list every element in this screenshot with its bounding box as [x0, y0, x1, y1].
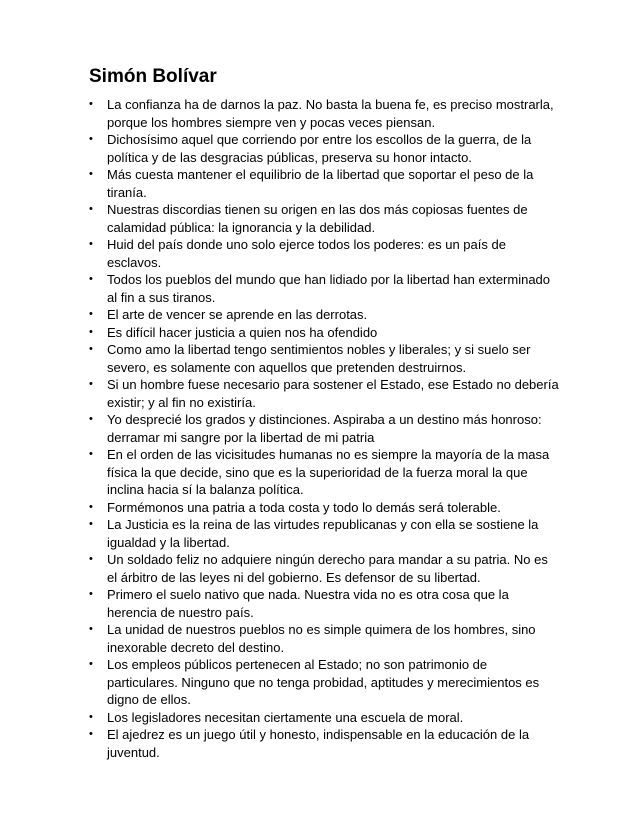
bullet-icon: •: [89, 325, 93, 338]
list-item: [89, 411, 559, 446]
quote-text: Los legisladores necesitan ciertamente una escuela de moral.: [107, 709, 464, 725]
quote-text: El arte de vencer se aprende en las derrotas.: [107, 307, 368, 322]
quote-text: Todos los pueblos del mundo que han lidiado por la libertad han exterminado al fin a sus tiranos.: [107, 272, 551, 305]
document-page: [89, 64, 559, 761]
list-item: [89, 709, 559, 727]
quote-text: Más cuesta mantener el equilibrio de la libertad que soportar el peso de la tiranía.: [107, 167, 534, 200]
quote-text: Es difícil hacer justicia a quien nos ha ofendido: [107, 324, 378, 340]
list-item: [89, 551, 559, 586]
quote-text: Huid del país donde uno solo ejerce todos los poderes: es un país de esclavos.: [107, 237, 506, 270]
quote-text: Un soldado feliz no adquiere ningún derecho para mandar a su patria. No es el árbitro de las leyes ni del gobierno. Es defensor de su libertad.: [107, 552, 548, 585]
bullet-icon: •: [89, 168, 93, 180]
bullet-icon: •: [89, 413, 93, 425]
bullet-icon: •: [89, 500, 93, 513]
quote-text: Nuestras discordias tienen su origen en las dos más copiosas fuentes de calamidad pública: la ignorancia y la debilidad.: [107, 202, 528, 235]
bullet-icon: •: [89, 308, 93, 320]
list-item: [89, 96, 559, 131]
bullet-icon: •: [89, 378, 93, 390]
bullet-icon: •: [89, 623, 93, 635]
list-item: [89, 201, 559, 236]
bullet-icon: •: [89, 203, 93, 215]
list-item: [89, 271, 559, 306]
bullet-icon: •: [89, 343, 93, 355]
list-item: [89, 376, 559, 411]
list-item: [89, 324, 559, 342]
quote-text: La Justicia es la reina de las virtudes republicanas y con ella se sostiene la igualdad y la libertad.: [107, 517, 539, 550]
bullet-icon: •: [89, 98, 93, 110]
list-item: [89, 621, 559, 656]
quote-text: Dichosísimo aquel que corriendo por entre los escollos de la guerra, de la política y de las desgracias públicas, preserva su honor intacto.: [107, 132, 532, 165]
quote-text: El ajedrez es un juego útil y honesto, indispensable en la educación de la juventud.: [107, 727, 530, 760]
bullet-icon: •: [89, 710, 93, 723]
bullet-icon: •: [89, 658, 93, 670]
quote-text: Primero el suelo nativo que nada. Nuestra vida no es otra cosa que la herencia de nuestro país.: [107, 587, 509, 620]
bullet-icon: •: [89, 273, 93, 285]
bullet-icon: •: [89, 588, 93, 600]
quote-text: Yo desprecié los grados y distinciones. Aspiraba a un destino más honroso: derramar mi sangre por la libertad de mi patria: [107, 412, 542, 445]
bullet-icon: •: [89, 518, 93, 530]
list-item: [89, 306, 559, 324]
bullet-icon: •: [89, 448, 93, 460]
bullet-icon: •: [89, 238, 93, 250]
list-item: [89, 131, 559, 166]
list-item: [89, 446, 559, 499]
list-item: [89, 586, 559, 621]
list-item: [89, 341, 559, 376]
quote-text: Formémonos una patria a toda costa y todo lo demás será tolerable.: [107, 499, 501, 515]
quote-list: [89, 96, 559, 761]
quote-text: Si un hombre fuese necesario para sostener el Estado, ese Estado no debería existir; y al fin no existiría.: [107, 377, 559, 410]
quote-text: En el orden de las vicisitudes humanas no es siempre la mayoría de la masa física la que decide, sino que es la superioridad de la fuerza moral la que inclina hacia sí la balanza política.: [107, 447, 550, 497]
page-title: Simón Bolívar: [89, 66, 217, 87]
quote-text: La confianza ha de darnos la paz. No basta la buena fe, es preciso mostrarla, porque los hombres siempre ven y pocas veces piensan.: [107, 97, 554, 130]
bullet-icon: •: [89, 728, 93, 740]
list-item: [89, 516, 559, 551]
quote-text: Como amo la libertad tengo sentimientos nobles y liberales; y si suelo ser severo, es solamente con aquellos que pretenden destruirnos.: [107, 342, 531, 375]
quote-text: La unidad de nuestros pueblos no es simple quimera de los hombres, sino inexorable decreto del destino.: [107, 622, 536, 655]
bullet-icon: •: [89, 553, 93, 565]
list-item: [89, 499, 559, 517]
list-item: [89, 656, 559, 709]
bullet-icon: •: [89, 133, 93, 145]
quote-text: Los empleos públicos pertenecen al Estado; no son patrimonio de particulares. Ninguno que no tenga probidad, aptitudes y merecimientos es digno de ellos.: [107, 657, 540, 707]
list-item: [89, 166, 559, 201]
list-item: [89, 726, 559, 761]
list-item: [89, 236, 559, 271]
